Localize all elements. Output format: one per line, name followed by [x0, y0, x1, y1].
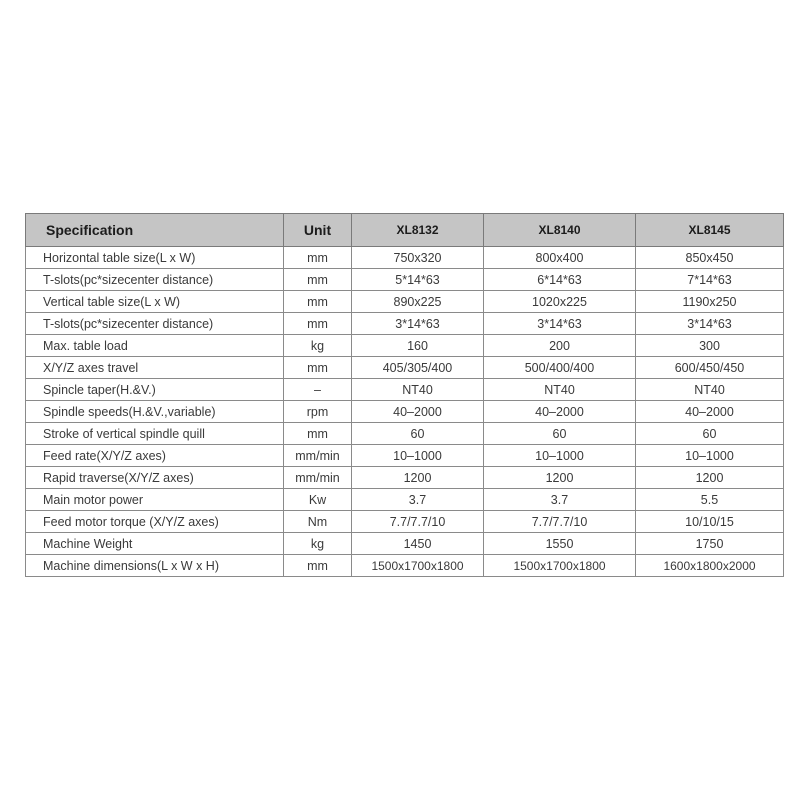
- specification-table: [25, 213, 784, 577]
- value-cell-xl8140: 200: [484, 335, 636, 357]
- header-model-xl8132: XL8132: [352, 214, 484, 247]
- unit-cell: mm: [284, 313, 352, 335]
- table-row: [26, 467, 784, 489]
- spec-name-cell: T-slots(pc*sizecenter distance): [26, 313, 284, 335]
- value-cell-xl8132: 405/305/400: [352, 357, 484, 379]
- table-row: [26, 357, 784, 379]
- value-cell-xl8140: 10–1000: [484, 445, 636, 467]
- value-cell-xl8140: 1200: [484, 467, 636, 489]
- header-model-xl8145: XL8145: [636, 214, 784, 247]
- spec-name-cell: Spindle speeds(H.&V.,variable): [26, 401, 284, 423]
- value-cell-xl8140: 7.7/7.7/10: [484, 511, 636, 533]
- table-row: [26, 445, 784, 467]
- value-cell-xl8145: 600/450/450: [636, 357, 784, 379]
- value-cell-xl8132: 10–1000: [352, 445, 484, 467]
- value-cell-xl8132: 40–2000: [352, 401, 484, 423]
- table-row: [26, 247, 784, 269]
- value-cell-xl8140: 3.7: [484, 489, 636, 511]
- value-cell-xl8145: 850x450: [636, 247, 784, 269]
- spec-name-cell: Max. table load: [26, 335, 284, 357]
- value-cell-xl8140: 6*14*63: [484, 269, 636, 291]
- value-cell-xl8132: 5*14*63: [352, 269, 484, 291]
- spec-name-cell: Machine Weight: [26, 533, 284, 555]
- value-cell-xl8132: 890x225: [352, 291, 484, 313]
- value-cell-xl8145: 60: [636, 423, 784, 445]
- value-cell-xl8145: 3*14*63: [636, 313, 784, 335]
- unit-cell: rpm: [284, 401, 352, 423]
- table-body: [26, 247, 784, 577]
- table-row: [26, 379, 784, 401]
- table-row: [26, 511, 784, 533]
- table-row: [26, 489, 784, 511]
- unit-cell: mm: [284, 423, 352, 445]
- value-cell-xl8145: 1200: [636, 467, 784, 489]
- unit-cell: mm: [284, 269, 352, 291]
- value-cell-xl8145: 10–1000: [636, 445, 784, 467]
- value-cell-xl8132: 750x320: [352, 247, 484, 269]
- header-row: [26, 214, 784, 247]
- unit-cell: mm: [284, 357, 352, 379]
- table-row: [26, 269, 784, 291]
- unit-cell: Nm: [284, 511, 352, 533]
- value-cell-xl8140: 1020x225: [484, 291, 636, 313]
- spec-name-cell: Machine dimensions(L x W x H): [26, 555, 284, 577]
- unit-cell: kg: [284, 533, 352, 555]
- value-cell-xl8140: NT40: [484, 379, 636, 401]
- header-specification: Specification: [26, 214, 284, 247]
- spec-name-cell: X/Y/Z axes travel: [26, 357, 284, 379]
- table-row: [26, 555, 784, 577]
- value-cell-xl8132: 1450: [352, 533, 484, 555]
- spec-name-cell: Main motor power: [26, 489, 284, 511]
- spec-name-cell: Vertical table size(L x W): [26, 291, 284, 313]
- value-cell-xl8132: 160: [352, 335, 484, 357]
- table-row: [26, 313, 784, 335]
- unit-cell: –: [284, 379, 352, 401]
- value-cell-xl8132: 60: [352, 423, 484, 445]
- value-cell-xl8145: 7*14*63: [636, 269, 784, 291]
- value-cell-xl8140: 1500x1700x1800: [484, 555, 636, 577]
- unit-cell: mm: [284, 291, 352, 313]
- header-model-xl8140: XL8140: [484, 214, 636, 247]
- value-cell-xl8140: 60: [484, 423, 636, 445]
- value-cell-xl8140: 500/400/400: [484, 357, 636, 379]
- unit-cell: mm: [284, 555, 352, 577]
- value-cell-xl8132: 3*14*63: [352, 313, 484, 335]
- unit-cell: kg: [284, 335, 352, 357]
- value-cell-xl8145: 1600x1800x2000: [636, 555, 784, 577]
- value-cell-xl8132: 1200: [352, 467, 484, 489]
- value-cell-xl8132: 7.7/7.7/10: [352, 511, 484, 533]
- table-header: [26, 214, 784, 247]
- spec-name-cell: T-slots(pc*sizecenter distance): [26, 269, 284, 291]
- unit-cell: mm/min: [284, 445, 352, 467]
- spec-name-cell: Feed rate(X/Y/Z axes): [26, 445, 284, 467]
- table-row: [26, 423, 784, 445]
- unit-cell: mm/min: [284, 467, 352, 489]
- value-cell-xl8132: 1500x1700x1800: [352, 555, 484, 577]
- value-cell-xl8145: 1750: [636, 533, 784, 555]
- table-row: [26, 291, 784, 313]
- spec-name-cell: Horizontal table size(L x W): [26, 247, 284, 269]
- spec-name-cell: Stroke of vertical spindle quill: [26, 423, 284, 445]
- value-cell-xl8145: NT40: [636, 379, 784, 401]
- unit-cell: mm: [284, 247, 352, 269]
- value-cell-xl8145: 10/10/15: [636, 511, 784, 533]
- table-row: [26, 533, 784, 555]
- spec-name-cell: Feed motor torque (X/Y/Z axes): [26, 511, 284, 533]
- table-row: [26, 401, 784, 423]
- value-cell-xl8140: 3*14*63: [484, 313, 636, 335]
- unit-cell: Kw: [284, 489, 352, 511]
- value-cell-xl8145: 1190x250: [636, 291, 784, 313]
- table-row: [26, 335, 784, 357]
- value-cell-xl8145: 5.5: [636, 489, 784, 511]
- value-cell-xl8132: NT40: [352, 379, 484, 401]
- value-cell-xl8145: 40–2000: [636, 401, 784, 423]
- value-cell-xl8140: 800x400: [484, 247, 636, 269]
- spec-name-cell: Rapid traverse(X/Y/Z axes): [26, 467, 284, 489]
- value-cell-xl8145: 300: [636, 335, 784, 357]
- spec-name-cell: Spincle taper(H.&V.): [26, 379, 284, 401]
- value-cell-xl8140: 40–2000: [484, 401, 636, 423]
- value-cell-xl8140: 1550: [484, 533, 636, 555]
- header-unit: Unit: [284, 214, 352, 247]
- value-cell-xl8132: 3.7: [352, 489, 484, 511]
